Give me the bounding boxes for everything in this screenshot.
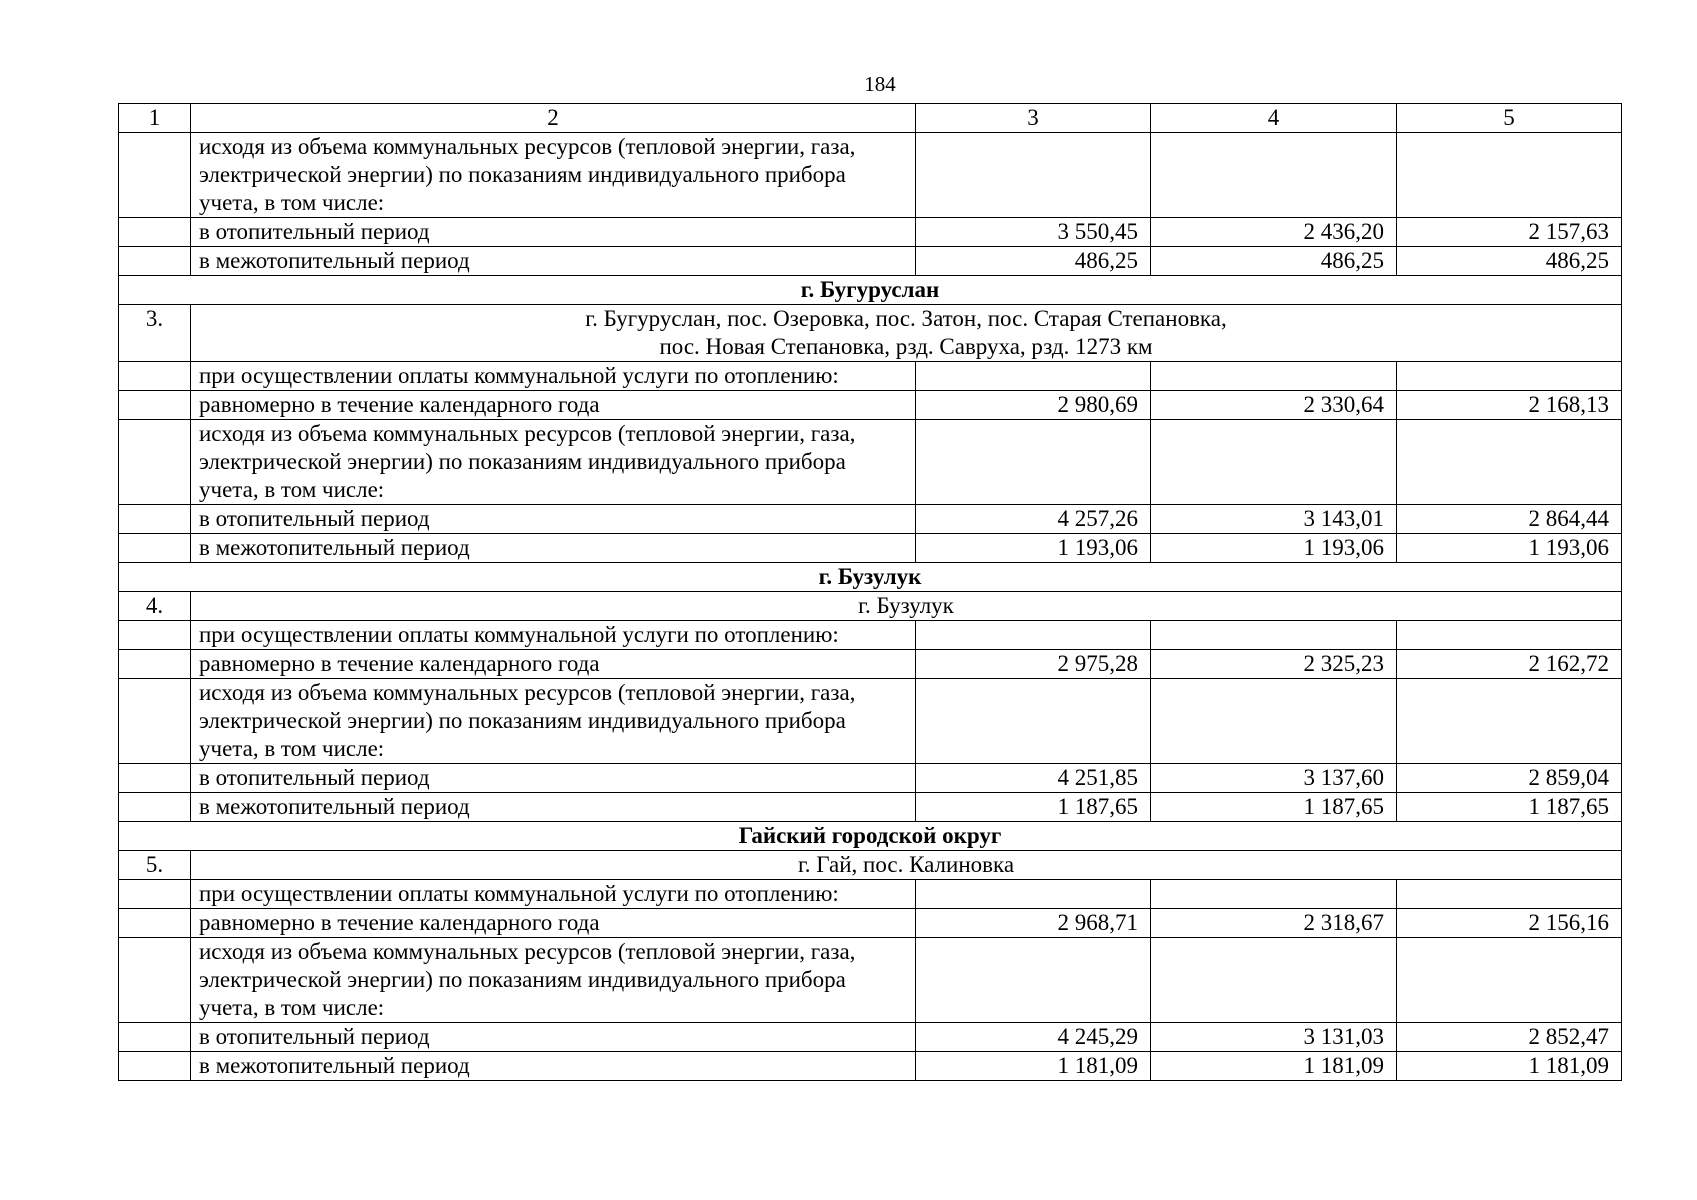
table-row: [119, 679, 1622, 764]
value-cell: 4 257,26: [916, 505, 1151, 534]
value-cell: 2 980,69: [916, 391, 1151, 420]
column-header: 4: [1151, 104, 1397, 133]
row-label: при осуществлении оплаты коммунальной услуги по отоплению:: [191, 621, 916, 650]
section-heading-row: [119, 563, 1622, 592]
table-row: [119, 247, 1622, 276]
table-row: [119, 764, 1622, 793]
table-row: [119, 909, 1622, 938]
row-label: при осуществлении оплаты коммунальной услуги по отоплению:: [191, 362, 916, 391]
table-row: [119, 621, 1622, 650]
table-row: [119, 592, 1622, 621]
column-header: 1: [119, 104, 191, 133]
value-cell: 4 251,85: [916, 764, 1151, 793]
value-cell: 1 181,09: [1151, 1052, 1397, 1081]
table-row: [119, 650, 1622, 679]
locality-line: г. Гай, пос. Калиновка: [797, 852, 1015, 877]
table-row: [119, 1052, 1622, 1081]
value-cell: 1 181,09: [1397, 1052, 1622, 1081]
table-row: [119, 391, 1622, 420]
value-cell: 2 162,72: [1397, 650, 1622, 679]
tariff-table: [118, 103, 1622, 1081]
value-cell: 2 330,64: [1151, 391, 1397, 420]
locality-line: пос. Новая Степановка, рзд. Савруха, рзд. 1273 км: [659, 334, 1153, 359]
value-cell: 1 181,09: [916, 1052, 1151, 1081]
value-cell: 2 157,63: [1397, 218, 1622, 247]
value-cell: 2 156,16: [1397, 909, 1622, 938]
table-row: [119, 534, 1622, 563]
value-cell: 1 193,06: [1397, 534, 1622, 563]
value-cell: 2 318,67: [1151, 909, 1397, 938]
value-cell: 2 852,47: [1397, 1023, 1622, 1052]
value-cell: 1 193,06: [916, 534, 1151, 563]
row-index: 5.: [119, 851, 191, 880]
row-label: при осуществлении оплаты коммунальной услуги по отоплению:: [191, 880, 916, 909]
row-label: исходя из объема коммунальных ресурсов (тепловой энергии, газа, электрической энергии) по показаниям индивидуального прибора учета, в том числе:: [191, 420, 916, 505]
row-label: в отопительный период: [191, 764, 916, 793]
row-label: в отопительный период: [191, 218, 916, 247]
value-cell: 3 550,45: [916, 218, 1151, 247]
row-label: в отопительный период: [191, 1023, 916, 1052]
row-label: исходя из объема коммунальных ресурсов (тепловой энергии, газа, электрической энергии) по показаниям индивидуального прибора учета, в том числе:: [191, 679, 916, 764]
locality-cell: [191, 592, 1622, 621]
row-label: исходя из объема коммунальных ресурсов (тепловой энергии, газа, электрической энергии) по показаниям индивидуального прибора учета, в том числе:: [191, 133, 916, 218]
table-row: [119, 880, 1622, 909]
table-row: [119, 305, 1622, 362]
row-label: в межотопительный период: [191, 534, 916, 563]
locality-cell: [191, 305, 1622, 362]
section-heading: г. Бугуруслан: [119, 276, 1622, 305]
column-header: 2: [191, 104, 916, 133]
table-row: [119, 133, 1622, 218]
table-row: [119, 793, 1622, 822]
table-row: [119, 1023, 1622, 1052]
row-label: равномерно в течение календарного года: [191, 909, 916, 938]
row-label: в межотопительный период: [191, 793, 916, 822]
value-cell: 2 859,04: [1397, 764, 1622, 793]
section-heading-row: [119, 822, 1622, 851]
row-label: равномерно в течение календарного года: [191, 650, 916, 679]
value-cell: 486,25: [1151, 247, 1397, 276]
table-row: [119, 938, 1622, 1023]
column-header-row: [119, 104, 1622, 133]
value-cell: 2 968,71: [916, 909, 1151, 938]
value-cell: 1 187,65: [1397, 793, 1622, 822]
locality-line: г. Бузулук: [858, 593, 954, 618]
value-cell: 1 193,06: [1151, 534, 1397, 563]
value-cell: 2 436,20: [1151, 218, 1397, 247]
table-row: [119, 420, 1622, 505]
value-cell: 3 131,03: [1151, 1023, 1397, 1052]
column-header: 3: [916, 104, 1151, 133]
table-row: [119, 505, 1622, 534]
value-cell: 3 137,60: [1151, 764, 1397, 793]
section-heading: Гайский городской округ: [119, 822, 1622, 851]
locality-line: г. Бугуруслан, пос. Озеровка, пос. Затон, пос. Старая Степановка,: [585, 306, 1227, 331]
page-number: 184: [864, 72, 896, 96]
row-label: в межотопительный период: [191, 247, 916, 276]
value-cell: 486,25: [1397, 247, 1622, 276]
value-cell: 1 187,65: [916, 793, 1151, 822]
section-heading: г. Бузулук: [119, 563, 1622, 592]
locality-cell: [191, 851, 1622, 880]
table-row: [119, 218, 1622, 247]
row-index: 4.: [119, 592, 191, 621]
value-cell: 3 143,01: [1151, 505, 1397, 534]
value-cell: 2 975,28: [916, 650, 1151, 679]
table-row: [119, 362, 1622, 391]
value-cell: 486,25: [916, 247, 1151, 276]
row-label: исходя из объема коммунальных ресурсов (тепловой энергии, газа, электрической энергии) по показаниям индивидуального прибора учета, в том числе:: [191, 938, 916, 1023]
value-cell: 2 168,13: [1397, 391, 1622, 420]
row-label: равномерно в течение календарного года: [191, 391, 916, 420]
value-cell: 2 325,23: [1151, 650, 1397, 679]
value-cell: 4 245,29: [916, 1023, 1151, 1052]
row-label: в отопительный период: [191, 505, 916, 534]
section-heading-row: [119, 276, 1622, 305]
row-index: 3.: [119, 305, 191, 362]
value-cell: 1 187,65: [1151, 793, 1397, 822]
row-label: в межотопительный период: [191, 1052, 916, 1081]
value-cell: 2 864,44: [1397, 505, 1622, 534]
table-row: [119, 851, 1622, 880]
column-header: 5: [1397, 104, 1622, 133]
